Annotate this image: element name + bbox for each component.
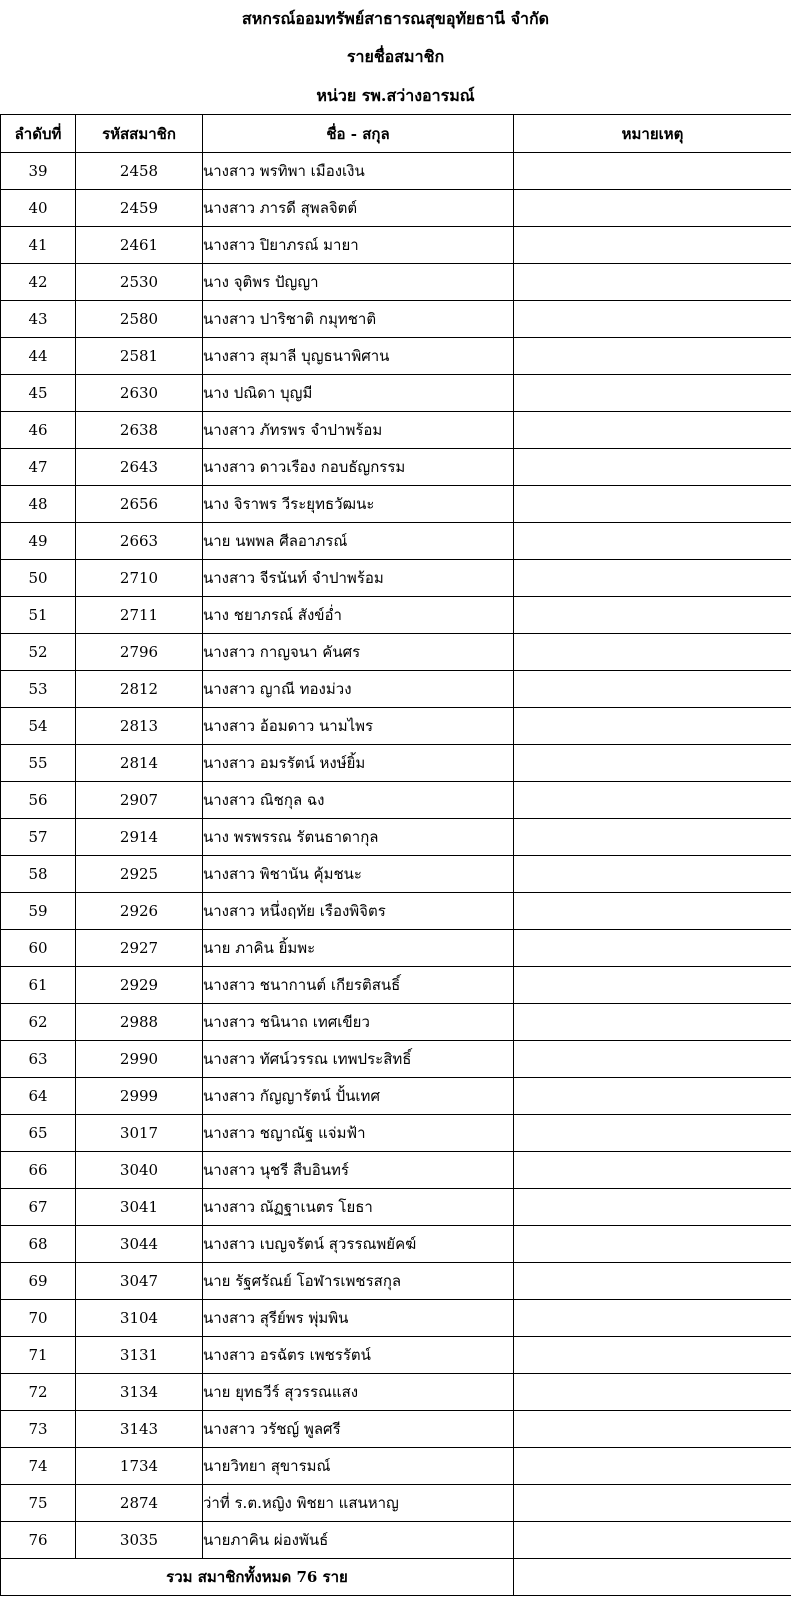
table-row bbox=[1, 634, 791, 671]
cell-member-id: 2638 bbox=[76, 412, 203, 449]
cell-member-id: 2530 bbox=[76, 264, 203, 301]
cell-member-id: 3040 bbox=[76, 1152, 203, 1189]
list-subtitle: รายชื่อสมาชิก bbox=[346, 47, 445, 66]
cell-note bbox=[514, 301, 791, 338]
cell-member-id: 3104 bbox=[76, 1300, 203, 1337]
cell-member-id: 2581 bbox=[76, 338, 203, 375]
cell-name: นางสาว สุมาลี บุญธนาพิศาน bbox=[203, 338, 514, 375]
cell-no: 70 bbox=[1, 1300, 76, 1337]
cell-name: นางสาว ภัทรพร จำปาพร้อม bbox=[203, 412, 514, 449]
org-title: สหกรณ์ออมทรัพย์สาธารณสุขอุทัยธานี จำกัด bbox=[241, 9, 550, 28]
table-row bbox=[1, 1115, 791, 1152]
table-row bbox=[1, 819, 791, 856]
table-row bbox=[1, 1004, 791, 1041]
cell-no: 62 bbox=[1, 1004, 76, 1041]
cell-member-id: 2461 bbox=[76, 227, 203, 264]
cell-name: นาง ชยาภรณ์ สังข์อ่ำ bbox=[203, 597, 514, 634]
cell-note bbox=[514, 745, 791, 782]
cell-note bbox=[514, 1152, 791, 1189]
cell-member-id: 2796 bbox=[76, 634, 203, 671]
cell-name: นางสาว ชญาณัฐ แจ่มฟ้า bbox=[203, 1115, 514, 1152]
cell-no: 59 bbox=[1, 893, 76, 930]
cell-note bbox=[514, 264, 791, 301]
table-row bbox=[1, 1041, 791, 1078]
column-header-note: หมายเหตุ bbox=[514, 115, 791, 153]
cell-name: นางสาว ปาริชาติ กมุทชาติ bbox=[203, 301, 514, 338]
cell-no: 54 bbox=[1, 708, 76, 745]
table-row bbox=[1, 1300, 791, 1337]
cell-member-id: 2927 bbox=[76, 930, 203, 967]
cell-note bbox=[514, 486, 791, 523]
cell-member-id: 2990 bbox=[76, 1041, 203, 1078]
table-row bbox=[1, 967, 791, 1004]
cell-note bbox=[514, 338, 791, 375]
cell-no: 42 bbox=[1, 264, 76, 301]
table-row bbox=[1, 153, 791, 190]
cell-no: 39 bbox=[1, 153, 76, 190]
table-row bbox=[1, 1485, 791, 1522]
cell-member-id: 2580 bbox=[76, 301, 203, 338]
cell-name: นางสาว ดาวเรือง กอบธัญกรรม bbox=[203, 449, 514, 486]
cell-name: นาย รัฐศรัณย์ โอฬารเพชรสกุล bbox=[203, 1263, 514, 1300]
cell-member-id: 3143 bbox=[76, 1411, 203, 1448]
table-row bbox=[1, 1448, 791, 1485]
header-row bbox=[1, 115, 791, 153]
cell-member-id: 2874 bbox=[76, 1485, 203, 1522]
cell-note bbox=[514, 1226, 791, 1263]
cell-name: นางสาว จีรนันท์ จำปาพร้อม bbox=[203, 560, 514, 597]
cell-member-id: 2711 bbox=[76, 597, 203, 634]
cell-name: นางสาว ชนากานต์ เกียรติสนธิ์ bbox=[203, 967, 514, 1004]
cell-name: นางสาว กาญจนา คันศร bbox=[203, 634, 514, 671]
table-row bbox=[1, 301, 791, 338]
cell-member-id: 2812 bbox=[76, 671, 203, 708]
cell-note bbox=[514, 597, 791, 634]
cell-note bbox=[514, 1041, 791, 1078]
cell-no: 49 bbox=[1, 523, 76, 560]
cell-note bbox=[514, 412, 791, 449]
cell-name: นาง ปณิดา บุญมี bbox=[203, 375, 514, 412]
cell-name: นางสาว อรฉัตร เพชรรัตน์ bbox=[203, 1337, 514, 1374]
cell-name: นางสาว กัญญารัตน์ ปั้นเทศ bbox=[203, 1078, 514, 1115]
cell-name: นายวิทยา สุขารมณ์ bbox=[203, 1448, 514, 1485]
cell-no: 47 bbox=[1, 449, 76, 486]
cell-name: นางสาว ณัฏฐาเนตร โยธา bbox=[203, 1189, 514, 1226]
table-row bbox=[1, 412, 791, 449]
table-row bbox=[1, 1078, 791, 1115]
cell-name: นางสาว อ้อมดาว นามไพร bbox=[203, 708, 514, 745]
cell-no: 75 bbox=[1, 1485, 76, 1522]
cell-note bbox=[514, 449, 791, 486]
cell-no: 48 bbox=[1, 486, 76, 523]
cell-member-id: 2813 bbox=[76, 708, 203, 745]
table-row bbox=[1, 671, 791, 708]
cell-name: นางสาว ทัศน์วรรณ เทพประสิทธิ์ bbox=[203, 1041, 514, 1078]
cell-name: นางสาว เบญจรัตน์ สุวรรณพยัคฆ์ bbox=[203, 1226, 514, 1263]
table-row bbox=[1, 190, 791, 227]
cell-note bbox=[514, 967, 791, 1004]
cell-no: 63 bbox=[1, 1041, 76, 1078]
cell-member-id: 2814 bbox=[76, 745, 203, 782]
cell-no: 46 bbox=[1, 412, 76, 449]
cell-member-id: 3035 bbox=[76, 1522, 203, 1559]
cell-member-id: 3044 bbox=[76, 1226, 203, 1263]
cell-note bbox=[514, 1485, 791, 1522]
total-row bbox=[1, 1559, 791, 1596]
cell-no: 66 bbox=[1, 1152, 76, 1189]
cell-note bbox=[514, 1411, 791, 1448]
table-row bbox=[1, 523, 791, 560]
cell-no: 51 bbox=[1, 597, 76, 634]
cell-no: 45 bbox=[1, 375, 76, 412]
table-row bbox=[1, 1337, 791, 1374]
table-row bbox=[1, 1522, 791, 1559]
table-row bbox=[1, 745, 791, 782]
cell-no: 40 bbox=[1, 190, 76, 227]
cell-no: 74 bbox=[1, 1448, 76, 1485]
table-row bbox=[1, 1263, 791, 1300]
cell-note bbox=[514, 930, 791, 967]
table-row bbox=[1, 264, 791, 301]
cell-member-id: 2458 bbox=[76, 153, 203, 190]
cell-note bbox=[514, 634, 791, 671]
cell-note bbox=[514, 190, 791, 227]
member-rows bbox=[1, 153, 791, 1559]
table-row bbox=[1, 338, 791, 375]
cell-note bbox=[514, 671, 791, 708]
cell-name: นางสาว พิชานัน คุ้มชนะ bbox=[203, 856, 514, 893]
column-header-name: ชื่อ - สกุล bbox=[203, 115, 514, 153]
cell-note bbox=[514, 1337, 791, 1374]
cell-member-id: 2663 bbox=[76, 523, 203, 560]
cell-no: 69 bbox=[1, 1263, 76, 1300]
cell-name: นางสาว วรัชญ์ พูลศรี bbox=[203, 1411, 514, 1448]
cell-member-id: 3017 bbox=[76, 1115, 203, 1152]
cell-name: นางสาว ภารดี สุพลจิตต์ bbox=[203, 190, 514, 227]
cell-note bbox=[514, 375, 791, 412]
cell-no: 57 bbox=[1, 819, 76, 856]
cell-note bbox=[514, 153, 791, 190]
cell-no: 41 bbox=[1, 227, 76, 264]
cell-note bbox=[514, 1115, 791, 1152]
table-row bbox=[1, 1226, 791, 1263]
cell-name: นาง พรพรรณ รัตนธาดากุล bbox=[203, 819, 514, 856]
cell-note bbox=[514, 227, 791, 264]
cell-note bbox=[514, 1522, 791, 1559]
cell-name: นางสาว ญาณี ทองม่วง bbox=[203, 671, 514, 708]
table-row bbox=[1, 1411, 791, 1448]
cell-no: 76 bbox=[1, 1522, 76, 1559]
cell-note bbox=[514, 708, 791, 745]
cell-no: 72 bbox=[1, 1374, 76, 1411]
cell-note bbox=[514, 1004, 791, 1041]
cell-note bbox=[514, 782, 791, 819]
cell-note bbox=[514, 560, 791, 597]
cell-name: นางสาว พรทิพา เมืองเงิน bbox=[203, 153, 514, 190]
table-row bbox=[1, 375, 791, 412]
cell-name: นาง จุติพร ปัญญา bbox=[203, 264, 514, 301]
cell-note bbox=[514, 1189, 791, 1226]
cell-note bbox=[514, 1448, 791, 1485]
cell-member-id: 2926 bbox=[76, 893, 203, 930]
cell-no: 50 bbox=[1, 560, 76, 597]
total-note-cell bbox=[514, 1559, 791, 1596]
cell-note bbox=[514, 1263, 791, 1300]
cell-member-id: 2999 bbox=[76, 1078, 203, 1115]
unit-title: หน่วย รพ.สว่างอารมณ์ bbox=[316, 86, 475, 105]
cell-no: 60 bbox=[1, 930, 76, 967]
table-row bbox=[1, 782, 791, 819]
table-row bbox=[1, 930, 791, 967]
cell-name: นายภาคิน ผ่องพันธ์ bbox=[203, 1522, 514, 1559]
table-row bbox=[1, 708, 791, 745]
cell-name: นางสาว ปิยาภรณ์ มายา bbox=[203, 227, 514, 264]
member-table bbox=[0, 114, 791, 1596]
cell-member-id: 2459 bbox=[76, 190, 203, 227]
cell-no: 44 bbox=[1, 338, 76, 375]
cell-member-id: 3131 bbox=[76, 1337, 203, 1374]
table-row bbox=[1, 1374, 791, 1411]
cell-member-id: 2630 bbox=[76, 375, 203, 412]
cell-note bbox=[514, 893, 791, 930]
column-header-member-id: รหัสสมาชิก bbox=[76, 115, 203, 153]
table-row bbox=[1, 449, 791, 486]
cell-member-id: 2925 bbox=[76, 856, 203, 893]
cell-no: 43 bbox=[1, 301, 76, 338]
cell-note bbox=[514, 856, 791, 893]
cell-no: 61 bbox=[1, 967, 76, 1004]
cell-note bbox=[514, 1300, 791, 1337]
cell-no: 58 bbox=[1, 856, 76, 893]
table-row bbox=[1, 1189, 791, 1226]
cell-name: นางสาว ณิชกุล ฉง bbox=[203, 782, 514, 819]
cell-no: 67 bbox=[1, 1189, 76, 1226]
cell-name: นาง จิราพร วีระยุทธวัฒนะ bbox=[203, 486, 514, 523]
cell-member-id: 2656 bbox=[76, 486, 203, 523]
cell-no: 56 bbox=[1, 782, 76, 819]
table-row bbox=[1, 486, 791, 523]
column-header-no: ลำดับที่ bbox=[1, 115, 76, 153]
cell-member-id: 3134 bbox=[76, 1374, 203, 1411]
cell-note bbox=[514, 1078, 791, 1115]
cell-note bbox=[514, 1374, 791, 1411]
cell-member-id: 2929 bbox=[76, 967, 203, 1004]
cell-name: นางสาว นุชรี สืบอินทร์ bbox=[203, 1152, 514, 1189]
cell-member-id: 3041 bbox=[76, 1189, 203, 1226]
cell-no: 65 bbox=[1, 1115, 76, 1152]
cell-name: นางสาว อมรรัตน์ หงษ์ยิ้ม bbox=[203, 745, 514, 782]
cell-member-id: 2988 bbox=[76, 1004, 203, 1041]
cell-no: 52 bbox=[1, 634, 76, 671]
table-row bbox=[1, 227, 791, 264]
table-row bbox=[1, 560, 791, 597]
cell-no: 55 bbox=[1, 745, 76, 782]
cell-note bbox=[514, 523, 791, 560]
cell-name: นางสาว หนึ่งฤทัย เรืองพิจิตร bbox=[203, 893, 514, 930]
table-row bbox=[1, 597, 791, 634]
table-row bbox=[1, 856, 791, 893]
cell-no: 68 bbox=[1, 1226, 76, 1263]
cell-note bbox=[514, 819, 791, 856]
cell-member-id: 2710 bbox=[76, 560, 203, 597]
cell-name: นางสาว สุรีย์พร พุ่มพิน bbox=[203, 1300, 514, 1337]
cell-no: 64 bbox=[1, 1078, 76, 1115]
cell-name: ว่าที่ ร.ต.หญิง พิชยา แสนหาญ bbox=[203, 1485, 514, 1522]
cell-name: นาย ภาคิน ยิ้มพะ bbox=[203, 930, 514, 967]
cell-member-id: 3047 bbox=[76, 1263, 203, 1300]
total-label: รวม สมาชิกทั้งหมด 76 ราย bbox=[1, 1559, 514, 1596]
cell-member-id: 2643 bbox=[76, 449, 203, 486]
cell-member-id: 2907 bbox=[76, 782, 203, 819]
cell-name: นางสาว ชนินาถ เทศเขียว bbox=[203, 1004, 514, 1041]
cell-no: 71 bbox=[1, 1337, 76, 1374]
cell-member-id: 2914 bbox=[76, 819, 203, 856]
table-row bbox=[1, 1152, 791, 1189]
cell-member-id: 1734 bbox=[76, 1448, 203, 1485]
cell-no: 73 bbox=[1, 1411, 76, 1448]
table-row bbox=[1, 893, 791, 930]
cell-name: นาย นพพล ศีลอาภรณ์ bbox=[203, 523, 514, 560]
cell-no: 53 bbox=[1, 671, 76, 708]
cell-name: นาย ยุทธวีร์ สุวรรณแสง bbox=[203, 1374, 514, 1411]
